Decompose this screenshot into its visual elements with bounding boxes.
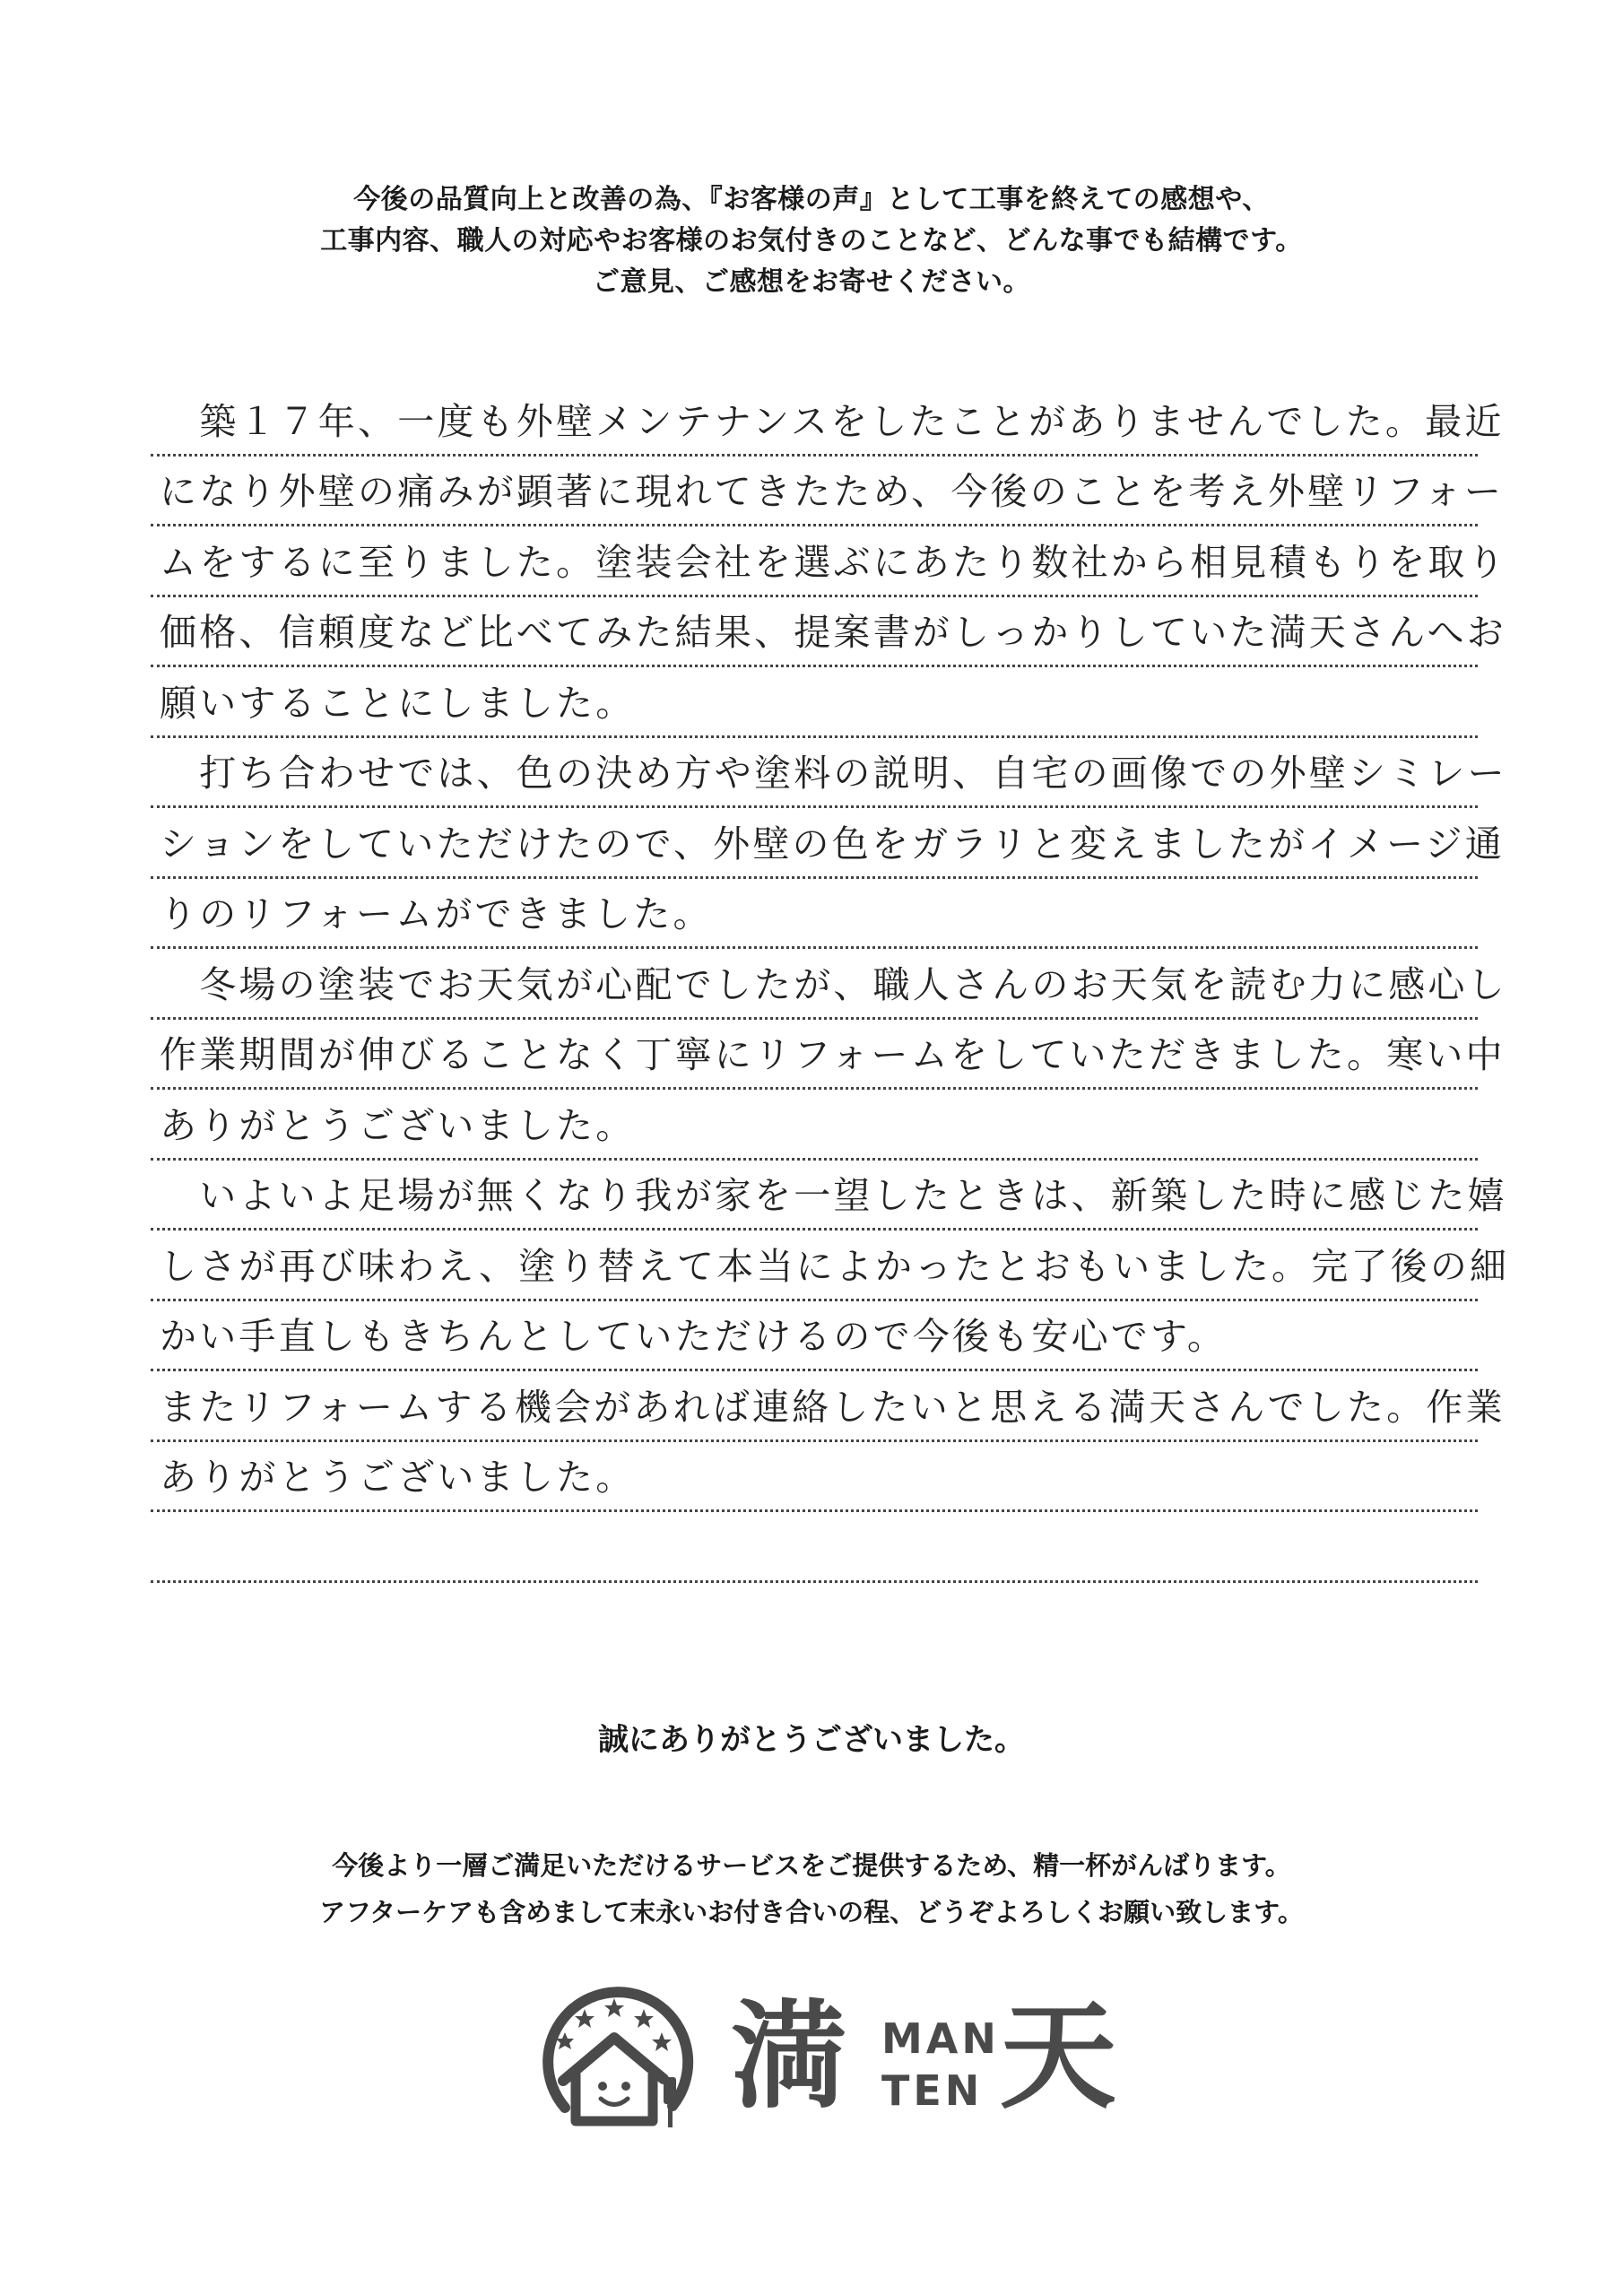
logo-kanji-ten: 天: [1000, 1988, 1117, 2125]
comment-line: になり外壁の痛みが顕著に現れてきたため、今後のことを考え外壁リフォー: [160, 470, 1505, 513]
ruled-line: [151, 667, 1478, 738]
comment-line: ありがとうございました。: [160, 1103, 636, 1147]
comment-line: 冬場の塗装でお天気が心配でしたが、職人さんのお天気を読む力に感心し: [160, 962, 1507, 1006]
ruled-line: [151, 1371, 1506, 1442]
ruled-line: [151, 1090, 1478, 1161]
ruled-line: [151, 949, 1507, 1020]
comment-line: ありがとうございました。: [160, 1456, 636, 1499]
closing-message: [0, 1842, 1623, 1935]
ruled-line: [151, 808, 1505, 879]
comment-line: 価格、信頼度など比べてみた結果、提案書がしっかりしていた満天さんへお: [160, 611, 1506, 654]
ruled-line: [151, 1512, 1478, 1583]
closing-line-2: アフターケアも含めまして末永いお付き合いの程、どうぞよろしくお願い致します。: [319, 1897, 1304, 1927]
house-stars-logo-icon: [529, 1973, 699, 2144]
closing-line-1: 今後より一層ご満足いただけるサービスをご提供するため、精一杯がんばります。: [332, 1850, 1291, 1881]
ruled-line: [151, 457, 1505, 527]
logo-roman-man: MAN: [881, 2014, 1000, 2063]
comment-line: 打ち合わせでは、色の決め方や塗料の説明、自宅の画像での外壁シミレー: [160, 752, 1507, 795]
ruled-line: [151, 386, 1505, 457]
comment-line: 作業期間が伸びることなく丁寧にリフォームをしていただきました。寒い中: [160, 1033, 1506, 1076]
ruled-line: [151, 1231, 1510, 1301]
logo-kanji-man: 満: [731, 1988, 848, 2125]
ruled-line: [151, 526, 1507, 597]
instruction-line-3: ご意見、ご感想をお寄せください。: [593, 266, 1030, 298]
instruction-line-1: 今後の品質向上と改善の為、『お客様の声』として工事を終えての感想や、: [353, 184, 1270, 215]
comment-line: いよいよ足場が無くなり我が家を一望したときは、新築した時に感じた嬉: [160, 1174, 1507, 1217]
ruled-line: [151, 1442, 1478, 1513]
comment-line: かい手直しもきちんとしていただけるので今後も安心です。: [160, 1315, 1228, 1358]
survey-instructions: [0, 179, 1623, 303]
comment-line: またリフォームする機会があれば連絡したいと思える満天さんでした。作業: [160, 1385, 1506, 1429]
comment-line: 築１７年、一度も外壁メンテナンスをしたことがありませんでした。最近: [160, 399, 1505, 443]
logo-roman-ten: TEN: [881, 2066, 984, 2115]
instruction-line-2: 工事内容、職人の対応やお客様のお気付きのことなど、どんな事でも結構です。: [320, 225, 1303, 257]
thank-you-message: 誠にありがとうございました。: [598, 1722, 1025, 1758]
comment-line: ションをしていただけたので、外壁の色をガラリと変えましたがイメージ通: [160, 822, 1505, 865]
ruled-line: [151, 597, 1506, 668]
ruled-line: [151, 738, 1507, 809]
comment-line: しさが再び味わえ、塗り替えて本当によかったとおもいました。完了後の細: [160, 1244, 1510, 1288]
customer-comment-area: [151, 386, 1510, 1583]
ruled-line: [151, 1020, 1506, 1091]
comment-line: りのリフォームができました。: [160, 892, 713, 935]
comment-line: ムをするに至りました。塗装会社を選ぶにあたり数社から相見積もりを取り: [160, 540, 1507, 584]
ruled-line: [151, 879, 1478, 950]
ruled-line: [151, 1301, 1478, 1372]
comment-line: 願いすることにしました。: [160, 681, 636, 725]
manten-logo: [529, 1973, 1121, 2144]
ruled-line: [151, 1161, 1507, 1231]
